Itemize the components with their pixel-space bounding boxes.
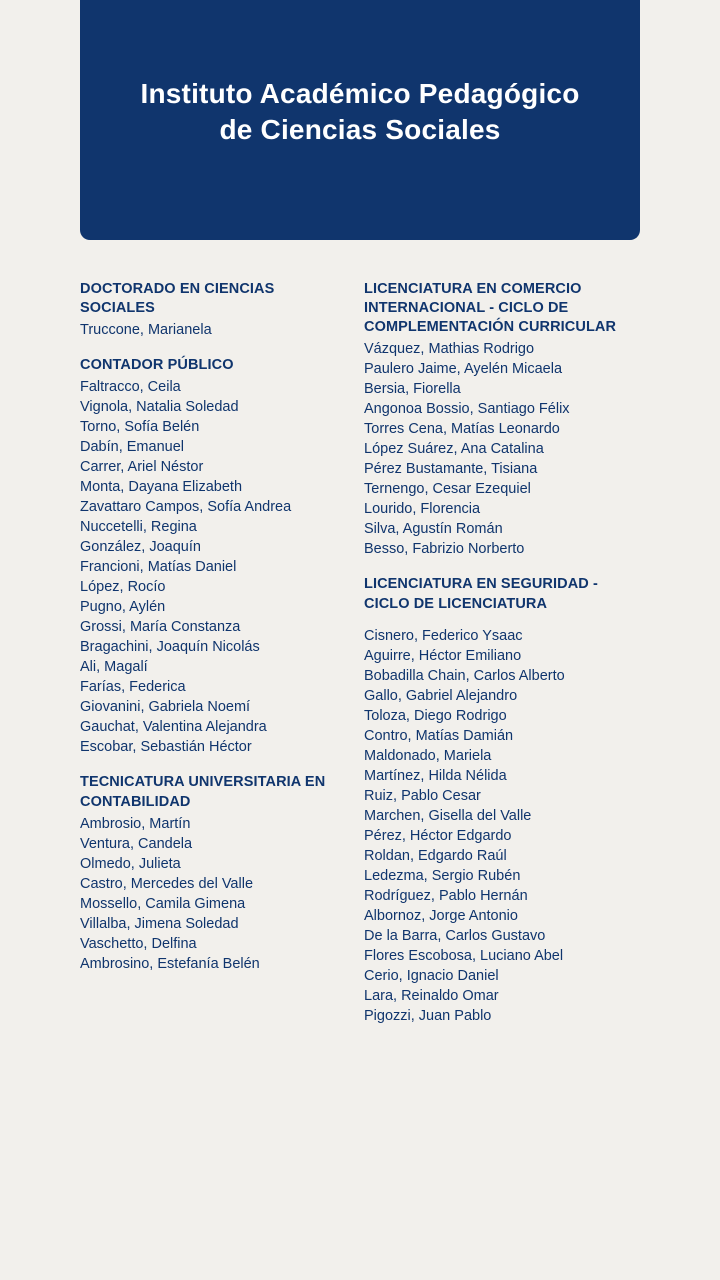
graduate-list-columns: [80, 280, 640, 1026]
graduate-name: Flores Escobosa, Luciano Abel: [364, 947, 564, 964]
graduate-name: Pigozzi, Juan Pablo: [364, 1007, 492, 1024]
graduate-name: Roldan, Edgardo Raúl: [364, 847, 507, 864]
header-banner: [80, 0, 640, 240]
graduate-name: Marchen, Gisella del Valle: [364, 807, 532, 824]
graduate-name: Contro, Matías Damián: [364, 727, 514, 744]
program-section: [80, 773, 342, 973]
graduate-name: Farías, Federica: [80, 679, 186, 696]
graduate-name: Albornoz, Jorge Antonio: [364, 907, 518, 924]
program-title: LICENCIATURA EN COMERCIO INTERNACIONAL - CICLO DE COMPLEMENTACIÓN CURRICULAR: [364, 281, 617, 336]
graduate-name: Bersia, Fiorella: [364, 381, 461, 398]
graduate-name: Truccone, Marianela: [80, 322, 212, 339]
program-title: LICENCIATURA EN SEGURIDAD - CICLO DE LICENCIATURA: [364, 576, 598, 612]
section-spacer: [364, 616, 640, 626]
graduate-name: Ventura, Candela: [80, 835, 193, 852]
graduate-name: Paulero Jaime, Ayelén Micaela: [364, 361, 563, 378]
graduate-name: Pugno, Aylén: [80, 599, 166, 616]
graduate-name: Dabín, Emanuel: [80, 439, 184, 456]
graduate-name: Torno, Sofía Belén: [80, 419, 200, 436]
graduate-name: De la Barra, Carlos Gustavo: [364, 927, 546, 944]
graduate-name: Cisnero, Federico Ysaac: [364, 627, 523, 644]
graduate-name: Gallo, Gabriel Alejandro: [364, 687, 518, 704]
column-right: [360, 280, 640, 1026]
graduate-name: Vázquez, Mathias Rodrigo: [364, 341, 535, 358]
graduate-name: Bragachini, Joaquín Nicolás: [80, 639, 260, 656]
graduate-name: Maldonado, Mariela: [364, 747, 492, 764]
graduate-name: Pérez Bustamante, Tisiana: [364, 461, 538, 478]
program-section: [80, 280, 342, 340]
graduate-name: Mossello, Camila Gimena: [80, 895, 246, 912]
program-section: [364, 575, 640, 1025]
graduate-name: López, Rocío: [80, 579, 166, 596]
graduate-name: Cerio, Ignacio Daniel: [364, 967, 499, 984]
graduate-name: Ambrosino, Estefanía Belén: [80, 955, 260, 972]
graduate-name: Francioni, Matías Daniel: [80, 559, 237, 576]
graduate-name: Lourido, Florencia: [364, 501, 481, 518]
graduate-name: Escobar, Sebastián Héctor: [80, 739, 252, 756]
graduate-name: Villalba, Jimena Soledad: [80, 915, 239, 932]
graduate-name: Ledezma, Sergio Rubén: [364, 867, 521, 884]
graduate-name: González, Joaquín: [80, 539, 201, 556]
graduate-name: Torres Cena, Matías Leonardo: [364, 421, 560, 438]
program-section: [80, 356, 342, 757]
graduate-name: Ternengo, Cesar Ezequiel: [364, 481, 531, 498]
graduate-name: Pérez, Héctor Edgardo: [364, 827, 512, 844]
program-title: TECNICATURA UNIVERSITARIA EN CONTABILIDAD: [80, 774, 326, 810]
graduate-name: Silva, Agustín Román: [364, 521, 503, 538]
graduate-name: Carrer, Ariel Néstor: [80, 459, 204, 476]
program-title: CONTADOR PÚBLICO: [80, 357, 234, 374]
graduate-name: Vignola, Natalia Soledad: [80, 399, 239, 416]
graduate-name: Olmedo, Julieta: [80, 855, 181, 872]
graduate-name: Zavattaro Campos, Sofía Andrea: [80, 499, 292, 516]
program-section: [364, 280, 640, 559]
page-title: Instituto Académico Pedagógico de Ciencias Sociales: [140, 78, 580, 145]
graduate-name: Rodríguez, Pablo Hernán: [364, 887, 528, 904]
graduate-name: Ali, Magalí: [80, 659, 148, 676]
graduate-name: Nuccetelli, Regina: [80, 519, 197, 536]
graduate-name: Angonoa Bossio, Santiago Félix: [364, 401, 570, 418]
graduate-name: Giovanini, Gabriela Noemí: [80, 699, 251, 716]
graduate-name: Vaschetto, Delfina: [80, 935, 197, 952]
graduate-name: Aguirre, Héctor Emiliano: [364, 647, 522, 664]
graduate-name: Ambrosio, Martín: [80, 815, 191, 832]
graduate-name: Bobadilla Chain, Carlos Alberto: [364, 667, 565, 684]
graduate-name: Besso, Fabrizio Norberto: [364, 541, 525, 558]
graduate-name: Castro, Mercedes del Valle: [80, 875, 254, 892]
graduate-name: Ruiz, Pablo Cesar: [364, 787, 481, 804]
graduate-name: Gauchat, Valentina Alejandra: [80, 719, 267, 736]
graduate-name: Faltracco, Ceila: [80, 379, 181, 396]
column-left: [80, 280, 360, 1026]
graduate-name: López Suárez, Ana Catalina: [364, 441, 544, 458]
graduate-name: Monta, Dayana Elizabeth: [80, 479, 243, 496]
graduate-name: Grossi, María Constanza: [80, 619, 241, 636]
graduate-name: Lara, Reinaldo Omar: [364, 987, 499, 1004]
graduate-name: Toloza, Diego Rodrigo: [364, 707, 507, 724]
program-title: DOCTORADO EN CIENCIAS SOCIALES: [80, 281, 275, 317]
graduate-name: Martínez, Hilda Nélida: [364, 767, 507, 784]
